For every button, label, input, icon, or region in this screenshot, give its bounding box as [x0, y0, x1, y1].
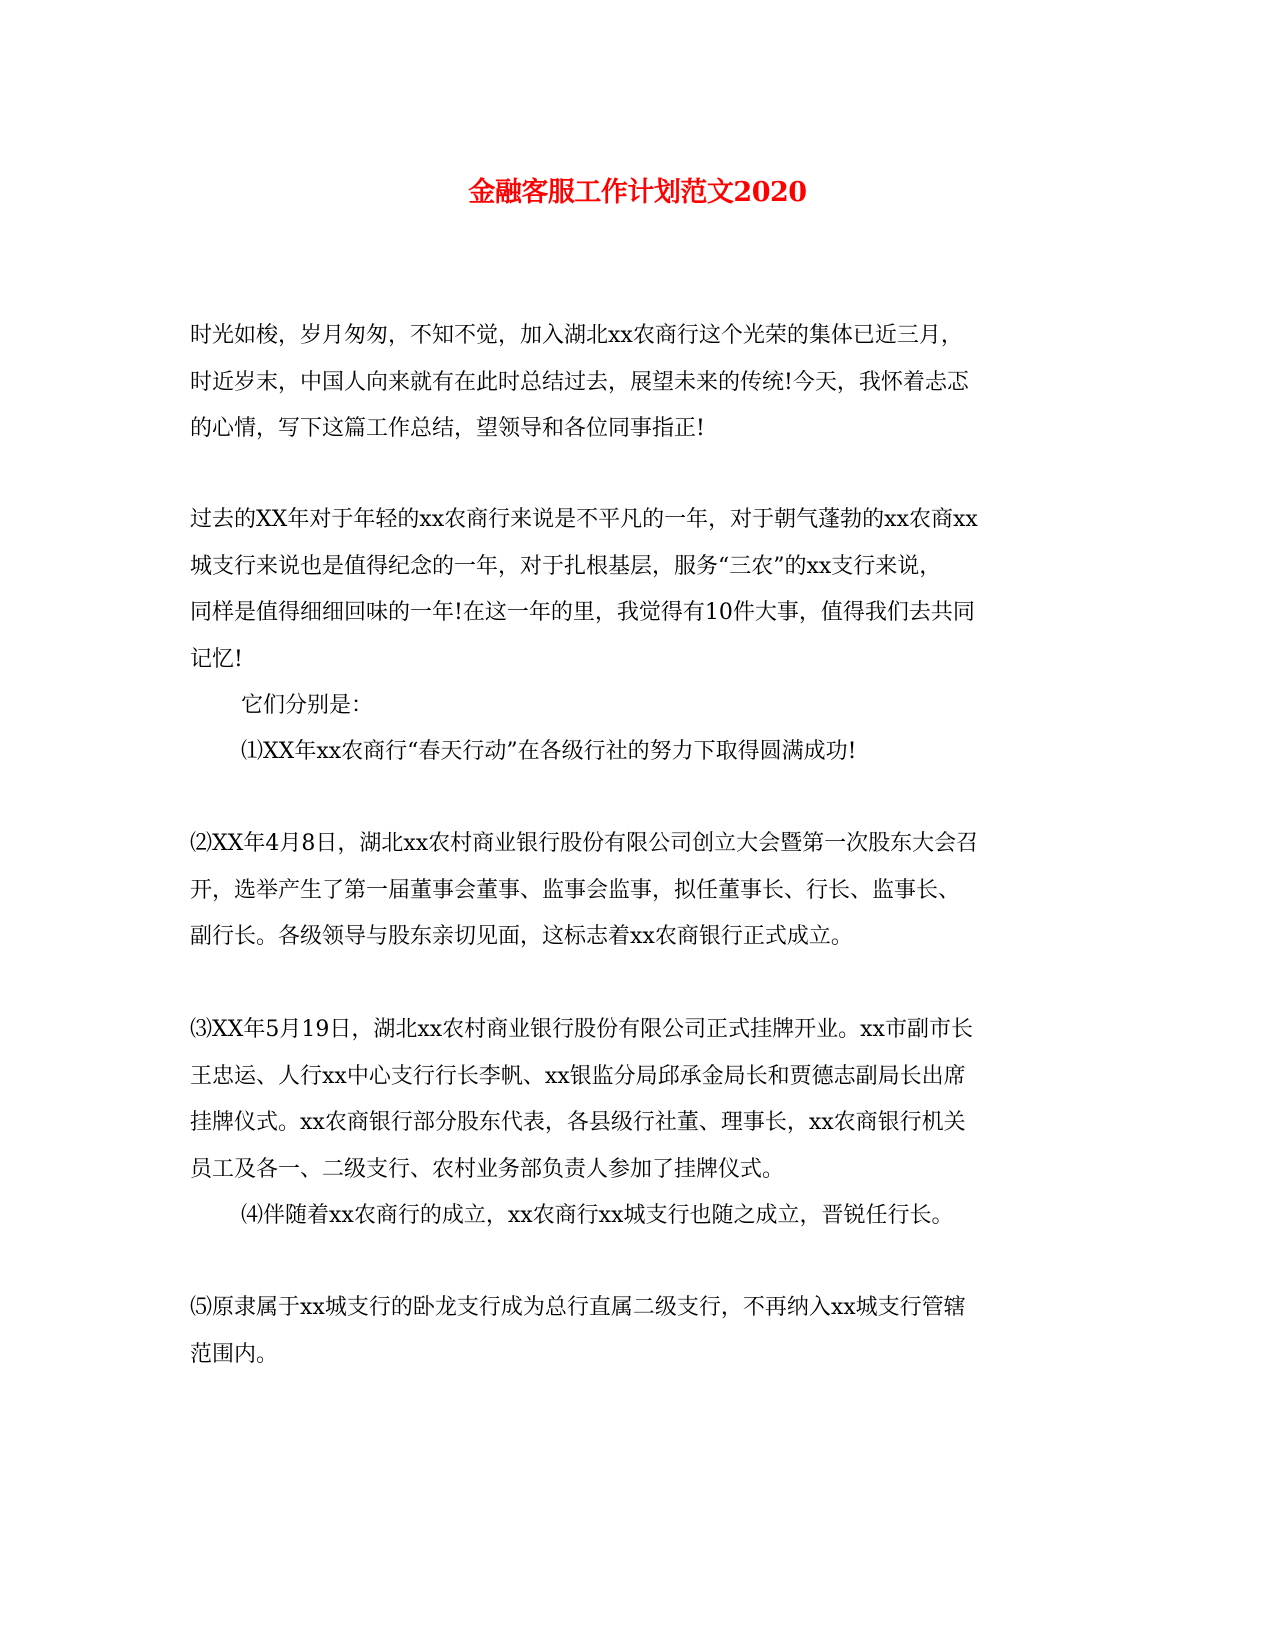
text-line: ⑸原隶属于xx城支行的卧龙支行成为总行直属二级支行，不再纳入xx城支行管辖	[190, 1295, 966, 1320]
paragraph-list-intro	[190, 683, 1136, 730]
text-line: ⑶XX年5月19日，湖北xx农村商业银行股份有限公司正式挂牌开业。xx市副市长	[190, 1017, 973, 1042]
paragraph-review	[190, 497, 1085, 683]
list-item-3	[190, 1007, 1085, 1193]
text-line: 的心情，写下这篇工作总结，望领导和各位同事指正!	[190, 416, 705, 441]
text-line: 王忠运、人行xx中心支行行长李帆、xx银监分局邱承金局长和贾德志副局长出席	[190, 1063, 966, 1089]
text-line: 员工及各一、二级支行、农村业务部负责人参加了挂牌仪式。	[190, 1156, 785, 1182]
text-line: 时光如梭，岁月匆匆，不知不觉，加入湖北xx农商行这个光荣的集体已近三月，	[190, 323, 963, 348]
text-line: ⑷伴随着xx农商行的成立，xx农商行xx城支行也随之成立，晋锐任行长。	[241, 1203, 954, 1228]
text-line: 记忆!	[190, 646, 243, 672]
text-line: 时近岁末，中国人向来就有在此时总结过去，展望未来的传统!今天，我怀着忐忑	[190, 369, 969, 395]
list-item-4	[190, 1193, 1136, 1240]
text-line: 范围内。	[190, 1341, 279, 1367]
text-line: 同样是值得细细回味的一年!在这一年的里，我觉得有10件大事，值得我们去共同	[190, 600, 975, 625]
text-line: ⑵XX年4月8日，湖北xx农村商业银行股份有限公司创立大会暨第一次股东大会召	[190, 831, 979, 856]
document-title: 金融客服工作计划范文2020	[468, 177, 807, 208]
text-line: 开，选举产生了第一届董事会董事、监事会监事，拟任董事长、行长、监事长、	[190, 877, 961, 903]
text-line: ⑴XX年xx农商行“春天行动”在各级行社的努力下取得圆满成功!	[241, 739, 857, 764]
text-line: 过去的XX年对于年轻的xx农商行来说是不平凡的一年，对于朝气蓬勃的xx农商xx	[190, 507, 978, 532]
text-line: 城支行来说也是值得纪念的一年，对于扎根基层，服务“三农”的xx支行来说，	[190, 553, 942, 579]
text-line: 挂牌仪式。xx农商银行部分股东代表，各县级行社董、理事长，xx农商银行机关	[190, 1110, 966, 1135]
list-item-1	[190, 729, 1136, 776]
list-item-5	[190, 1285, 1085, 1378]
paragraph-intro	[190, 313, 1085, 453]
text-line: 副行长。各级领导与股东亲切见面，这标志着xx农商银行正式成立。	[190, 924, 853, 949]
text-line: 它们分别是：	[241, 693, 374, 718]
list-item-2	[190, 821, 1085, 961]
